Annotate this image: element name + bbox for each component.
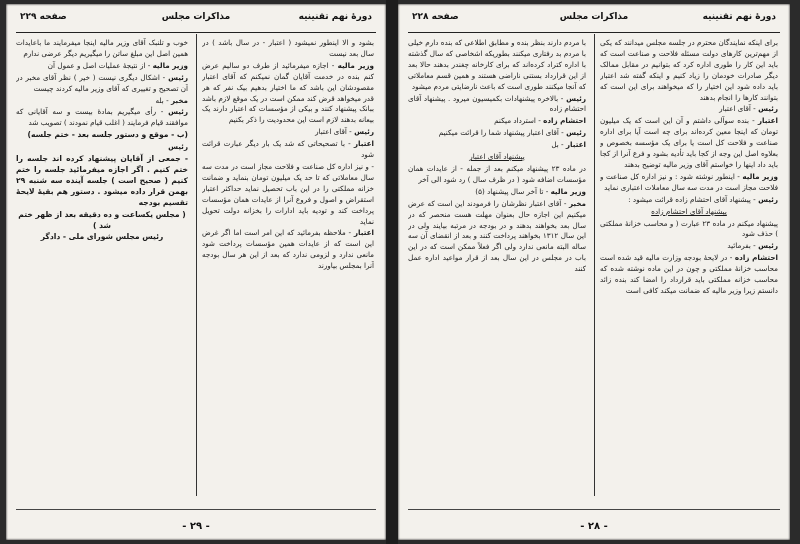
speaker-paragraph bbox=[202, 61, 374, 126]
speaker-name: اعتبار bbox=[353, 228, 374, 238]
right-page-footer bbox=[398, 521, 790, 532]
speaker-name: احتشام زاده bbox=[734, 253, 778, 263]
right-page-column-right bbox=[600, 38, 778, 500]
left-footer-rule bbox=[16, 509, 376, 510]
right-footer-rule bbox=[408, 509, 780, 510]
speech-text: - اینطور نوشته شود : و نیز اداره کل صناعت و فلاحت مجاز است در مدت سه سال معاملات اعتباری نماید bbox=[600, 171, 778, 192]
speaker-paragraph bbox=[16, 61, 188, 72]
speech-text: - آقای اعتبار پیشنهاد شما را قرائت میکنیم bbox=[438, 128, 567, 138]
speaker-paragraph bbox=[408, 140, 586, 151]
speaker-paragraph bbox=[202, 139, 374, 161]
text-paragraph: در ماده ۲۳ پیشنهاد میکنم بعد از جمله - از عایدات همان مؤسسات اضافه شود ( در ظرف سال ) رد شود الی آخر bbox=[408, 163, 586, 184]
speaker-name: رئیس bbox=[758, 194, 778, 204]
speech-text: - اشکال دیگری نیست ( خیر ) نظر آقای مخبر در آن تصحیح و تغییری که آقای وزیر مالیه کردند چیست bbox=[16, 72, 188, 93]
speaker-paragraph bbox=[408, 128, 586, 139]
speech-text: - بالاخره پیشنهادات بکمیسیون میرود . پیشنهاد آقای احتشام زاده bbox=[408, 93, 586, 114]
speech-text: - رأی میگیریم بمادهٔ بیست و سه آقایانی که موافقند قیام فرمایند ( اغلب قیام نمودند ) تصویب شد bbox=[16, 107, 188, 128]
left-header-session: دورهٔ نهم تقنینیه bbox=[298, 12, 372, 22]
book-gutter bbox=[386, 0, 398, 544]
speech-text: - تا آخر سال پیشنهاد (۵) bbox=[475, 186, 551, 196]
speaker-name: وزیر مالیه bbox=[152, 60, 188, 70]
left-header-rule bbox=[16, 32, 376, 33]
right-page-number: - ۲۸ - bbox=[580, 521, 608, 532]
left-page-footer bbox=[6, 521, 386, 532]
speaker-paragraph bbox=[600, 172, 778, 194]
speech-text: - آقای اعتبار bbox=[315, 127, 355, 137]
text-paragraph: پیشنهاد آقای احتشام زاده bbox=[651, 206, 727, 216]
speech-text: - آقای اعتبار نظرشان را فرمودند این است که عرض میکنیم این اجازه حال بعنوان مهلت هست منحصر که در سال بعد بخواهند بدهند و در بودجه در مرتبه بیایند ولی در این سال ۱۳۱۲ بخواهند پرداخت کنند و بعد از انقضای آن سه ساله البته مانعی ندارد ولی اگر فعلاً ممکن است که در این باب در مجلس در این سال بعد از قرار مواعید اداره عمل کنند bbox=[408, 198, 586, 274]
speaker-paragraph bbox=[16, 73, 188, 95]
speaker-name: رئیس bbox=[758, 241, 778, 251]
speech-text: - ملاحظه بفرمائید که این امر است اما اگر غرض این است که از عایدات همین مؤسسات پرداخت شود مانعی ندارد و لزومی ندارد که بعد از این هر سال بودجه آنرا بمجلس بیاورند bbox=[202, 228, 374, 271]
speech-text: - آقای اعتبار bbox=[719, 104, 759, 114]
speaker-paragraph bbox=[202, 228, 374, 272]
speech-text: - بنده سوآلی داشتم و آن این است که یک میلیون تومان که اینجا معین کرده‌اند برای چه است آیا برای اداره صناعت و فلاحت کل است یا برای یک مؤسسه بخصوص و بعلاوه اصل این وجه از کجا باید تأدیه بشود و فرع آنرا از کجا باید داد اینها را خواستم آقای وزیر مالیه توضیح بدهند bbox=[600, 116, 778, 169]
text-paragraph: ( مجلس یکساعت و ده دقیقه بعد از ظهر ختم شد ) bbox=[18, 209, 186, 230]
left-header-page: صفحه ۲۲۹ bbox=[20, 12, 67, 22]
speaker-name: رئیس bbox=[566, 128, 586, 138]
text-paragraph: رئیس bbox=[168, 142, 188, 152]
right-header-rule bbox=[408, 32, 780, 33]
speaker-paragraph bbox=[408, 199, 586, 275]
speech-text: - پیشنهاد آقای احتشام زاده قرائت میشود : bbox=[628, 194, 759, 204]
speaker-name: وزیر مالیه bbox=[337, 60, 374, 70]
speech-text: - اجازه میفرمائید از طرف دو سالیم عرض کنم بنده در خدمت آقایان گمان نمیکنم که آقای اعتبار مقصودشان این باشد که ما اختیار بدهیم بیک نفر که هر قدر میخواهد قرض کند ممکن است در یک موقع لازم باشد ببانک پیشنهاد کنند و بیکی از مؤسسات که اعتبار دارند یک بیعانه بدهند لازم است این محدودیت را ذکر بکنیم bbox=[202, 60, 374, 125]
speech-text: - از نتیجهٔ عملیات اصل و عمول آن bbox=[47, 60, 153, 70]
right-page-header bbox=[412, 12, 776, 30]
speaker-name: رئیس bbox=[168, 72, 188, 82]
speech-text: - بل bbox=[551, 140, 566, 150]
left-page-number: - ۲۹ - bbox=[182, 521, 210, 532]
text-paragraph: با مردم دارند بنظر بنده و مطابق اطلاعی که بنده دارم خیلی با مردم بد رفتاری میکنند بطوریکه اشخاصی که سال گذشته با اداره کتراد کرده‌اند که برای کارخانه چغندر بدهند حالا بعد از این قرارداد بستنی ناراضی هستند و همین قسم معاملاتی که آنجا میکنند طوری است که باعث نارضایتی مردم میشود bbox=[408, 38, 586, 91]
speaker-paragraph bbox=[600, 195, 778, 206]
speech-text: - در لایحهٔ بودجه وزارت مالیه قید شده است محاسب خزانهٔ مملکتی و چون در این ماده نوشته شده که محاسب خزانه مملکتی باید قرارداد را امضا کند بنده زائد دانستم زیرا وزیر مالیه که ضمانت میکند کافی است bbox=[600, 253, 778, 295]
speech-text: - بله bbox=[155, 95, 171, 105]
right-page-column-left bbox=[408, 38, 586, 500]
text-paragraph: رئیس مجلس شورای ملی - دادگر bbox=[40, 232, 164, 242]
speaker-name: وزیر مالیه bbox=[742, 171, 778, 181]
text-paragraph: (ب - موقع و دستور جلسه بعد - ختم جلسه) bbox=[27, 130, 188, 140]
left-page-header bbox=[20, 12, 372, 30]
text-paragraph: بشود و الا اینطور نمیشود ( اعتبار - در سال باشد ) در سال بعد نیست bbox=[202, 38, 374, 58]
speaker-name: رئیس bbox=[566, 93, 586, 103]
speech-text: - با تصحیحاتی که شد یک بار دیگر عبارت قرائت شود bbox=[202, 139, 374, 160]
speaker-name: مخبر bbox=[170, 95, 188, 105]
text-paragraph: خوب و تلنبک آقای وزیر مالیه اینجا میفرمایند ما باعایدات همین اصل این مبلغ ساتن را میگیریم دیگر عرضی ندارم bbox=[16, 38, 188, 58]
speaker-paragraph bbox=[202, 127, 374, 138]
speaker-paragraph bbox=[600, 104, 778, 115]
speaker-paragraph bbox=[408, 116, 586, 127]
speaker-paragraph bbox=[16, 96, 188, 107]
speaker-name: رئیس bbox=[758, 104, 778, 114]
left-page bbox=[6, 4, 386, 540]
speaker-name: احتشام زاده bbox=[543, 116, 586, 126]
speaker-paragraph bbox=[600, 253, 778, 297]
speaker-name: رئیس bbox=[354, 127, 374, 137]
speaker-name: اعتبار bbox=[353, 139, 374, 149]
speaker-name: وزیر مالیه bbox=[550, 186, 586, 196]
speech-text: - بفرمائید bbox=[727, 241, 759, 251]
speaker-name: مخبر bbox=[568, 198, 586, 208]
left-page-column-right bbox=[202, 38, 374, 500]
left-page-column-left bbox=[16, 38, 188, 500]
speaker-paragraph bbox=[600, 241, 778, 252]
speaker-paragraph bbox=[408, 94, 586, 116]
speaker-name: اعتبار bbox=[565, 140, 586, 150]
speech-text: - استرداد میکنم bbox=[494, 116, 544, 126]
right-header-session: دورهٔ نهم تقنینیه bbox=[702, 12, 776, 22]
text-paragraph: - و نیز اداره کل صناعت و فلاحت مجاز است در مدت سه سال معاملاتی که تا حد یک میلیون تومان بنماید و ضمانت خزانه مملکتی را در این باب تحصیل نماید حداکثر اعتبار استقراض و اصول و فروع آنرا از عایدات همان مؤسسات پرداخت کند و تودیه باید ادارات را بخزانه دولت تحویل نماید bbox=[202, 161, 374, 226]
speaker-name: رئیس bbox=[168, 107, 188, 117]
text-paragraph: - جمعی از آقایان پیشنهاد کرده اند جلسه را ختم کنیم . اگر اجازه میفرمائید جلسه را ختم کنیم ( صحیح است ) جلسه آینده سه شنبه ۲۹ بهمن قرار داده میشود . دستور هم بقیهٔ لایحهٔ تقسیم بودجه bbox=[16, 154, 188, 207]
speaker-paragraph bbox=[16, 107, 188, 129]
text-paragraph: پیشنهاد آقای اعتبار bbox=[469, 152, 525, 162]
right-header-title: مذاکرات مجلس bbox=[559, 12, 629, 22]
left-column-divider bbox=[196, 34, 197, 496]
text-paragraph: پیشنهاد میکنم در ماده ۲۳ عبارت ( و محاسب خزانهٔ مملکتی ) حذف شود bbox=[600, 218, 778, 239]
left-header-title: مذاکرات مجلس bbox=[161, 12, 231, 22]
speaker-paragraph bbox=[600, 116, 778, 171]
right-column-divider bbox=[594, 34, 595, 496]
text-paragraph: برای اینکه نمایندگان محترم در جلسه مجلس میدانند که یکی از مهم‌ترین کارهای دولت مسئله فلاحت و صناعت است که باید این کار را طوری اداره کرد که بتوانیم در مقابل ممالک دیگر صادرات خودمان را زیاد کنیم و اینکه گفته شد اعتبار باید داده شود این اختیار را که میخواهند برای این است که بتوانند کارها را انجام بدهند bbox=[600, 38, 778, 102]
right-page bbox=[398, 4, 790, 540]
speaker-paragraph bbox=[408, 187, 586, 198]
right-header-page: صفحه ۲۲۸ bbox=[412, 12, 459, 22]
speaker-name: اعتبار bbox=[757, 116, 778, 126]
